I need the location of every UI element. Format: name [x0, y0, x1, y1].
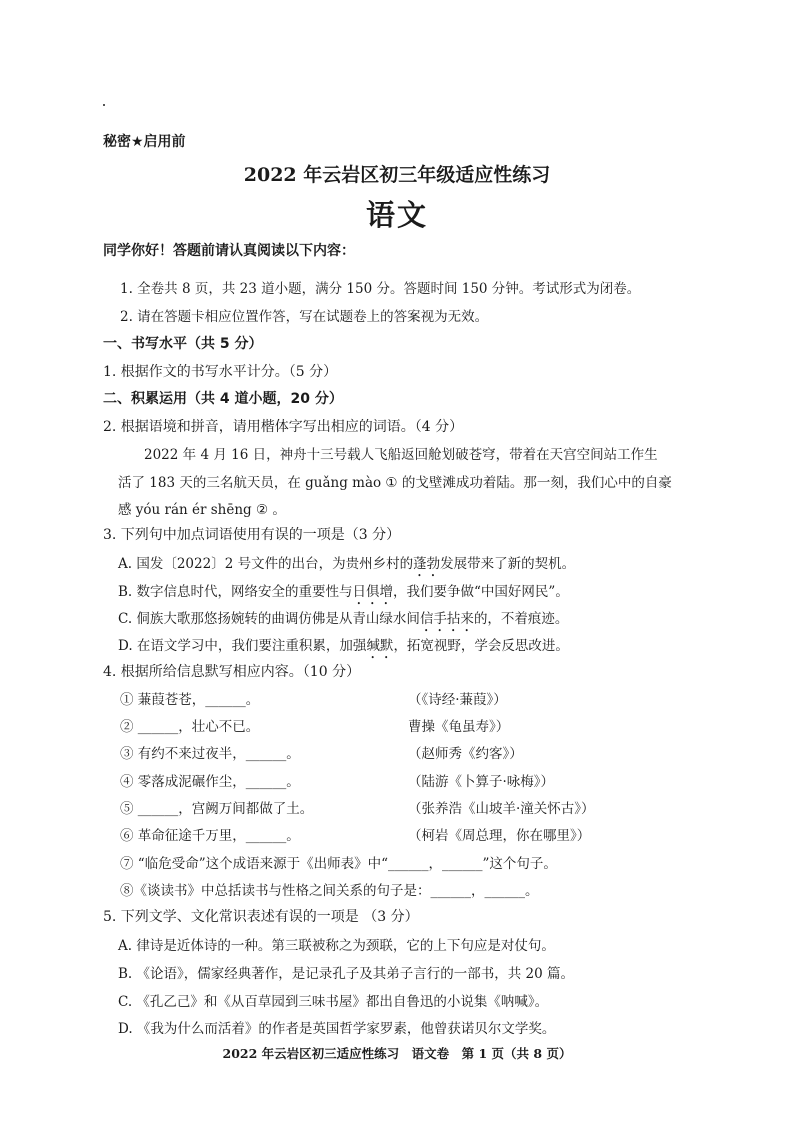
question-1: 1. 根据作文的书写水平计分。（5 分）: [103, 364, 338, 380]
question-2-line-1: 2022 年 4 月 16 日，神舟十三号载人飞船返回舱划破苍穹，带着在天宫空间站工作生: [144, 447, 658, 463]
recite-item-3: ③ 有约不来过夜半，______。: [120, 746, 300, 762]
recite-source-1: （《诗经·蒹葭》）: [408, 692, 507, 708]
dotted-word: 蓬勃: [413, 556, 441, 572]
notice-item-1: 1. 全卷共 8 页，共 23 道小题，满分 150 分。答题时间 150 分钟。考试形式为闭卷。: [120, 281, 641, 297]
recite-item-7: ⑦ “临危受命”这个成语来源于《出师表》中“______，______”这个句子。: [120, 856, 557, 872]
recite-item-5: ⑤ ______，宫阙万间都做了土。: [120, 801, 314, 817]
confidential-mark: 秘密★启用前: [103, 134, 186, 150]
question-2-line-3: 感 yóu rán ér shēng ② 。: [118, 502, 286, 518]
question-3-option-b: B. 数字信息时代，网络安全的重要性与日俱增，我们要争做“中国好网民”。: [118, 584, 569, 600]
dotted-word: 缄默: [366, 638, 394, 654]
recite-item-4: ④ 零落成泥碾作尘，______。: [120, 774, 300, 790]
recite-source-2: 曹操《龟虽寿》）: [408, 719, 510, 735]
question-5-stem: 5. 下列文学、文化常识表述有误的一项是 （3 分）: [103, 909, 419, 925]
recite-source-4: （陆游《卜算子·咏梅》）: [408, 774, 555, 790]
recite-source-6: （柯岩《周总理，你在哪里》）: [408, 828, 591, 844]
dotted-word: 信手拈来: [419, 611, 474, 627]
question-5-option-a: A. 律诗是近体诗的一种。第三联被称之为颈联，它的上下句应是对仗句。: [118, 938, 555, 954]
page-footer: 2022 年云岩区初三适应性练习 语文卷 第 1 页（共 8 页）: [222, 1046, 572, 1061]
subject-title: 语文: [365, 198, 428, 232]
question-3-stem: 3. 下列句中加点词语使用有误的一项是（3 分）: [103, 527, 401, 543]
notice-greeting: 同学你好！答题前请认真阅读以下内容：: [103, 243, 355, 259]
question-4-stem: 4. 根据所给信息默写相应内容。（10 分）: [103, 664, 361, 680]
notice-item-2: 2. 请在答题卡相应位置作答，写在试题卷上的答案视为无效。: [120, 309, 489, 325]
question-3-option-d: D. 在语文学习中，我们要注重积累，加强缄默，拓宽视野，学会反思改进。: [118, 638, 569, 654]
question-5-option-b: B. 《论语》，儒家经典著作，是记录孔子及其弟子言行的一部书，共 20 篇。: [118, 966, 575, 982]
recite-item-1: ① 蒹葭苍苍，______。: [120, 692, 260, 708]
section-1-heading: 一、书写水平（共 5 分）: [103, 336, 263, 352]
recite-item-8: ⑧《谈读书》中总括读书与性格之间关系的句子是：______，______。: [120, 883, 539, 899]
question-5-option-c: C. 《孔乙己》和《从百草园到三味书屋》都出自鲁迅的小说集《呐喊》。: [118, 994, 549, 1010]
question-2-line-2: 活了 183 天的三名航天员，在 guǎng mào ① 的戈壁滩成功着陆。那一刻，我们心中的自豪: [118, 475, 672, 491]
recite-source-5: （张养浩《山坡羊·潼关怀古》）: [408, 801, 595, 817]
dotted-word: 日俱增: [352, 584, 394, 600]
section-2-heading: 二、积累运用（共 4 道小题，20 分）: [103, 391, 343, 407]
recite-source-3: （赵师秀《约客》）: [408, 746, 523, 762]
recite-item-6: ⑥ 革命征途千万里，______。: [120, 828, 300, 844]
exam-title: 2022 年云岩区初三年级适应性练习: [243, 164, 551, 186]
recite-item-2: ② ______，壮心不已。: [120, 719, 260, 735]
question-3-option-a: A. 国发〔2022〕2 号文件的出台，为贵州乡村的蓬勃发展带来了新的契机。: [118, 556, 576, 572]
question-5-option-d: D. 《我为什么而活着》的作者是英国哲学家罗素，他曾获诺贝尔文学奖。: [118, 1021, 556, 1037]
question-3-option-c: C. 侗族大歌那悠扬婉转的曲调仿佛是从青山绿水间信手拈来的，不着痕迹。: [118, 611, 569, 627]
scan-speck: [103, 104, 105, 106]
question-2-stem: 2. 根据语境和拼音，请用楷体字写出相应的词语。（4 分）: [103, 419, 464, 435]
